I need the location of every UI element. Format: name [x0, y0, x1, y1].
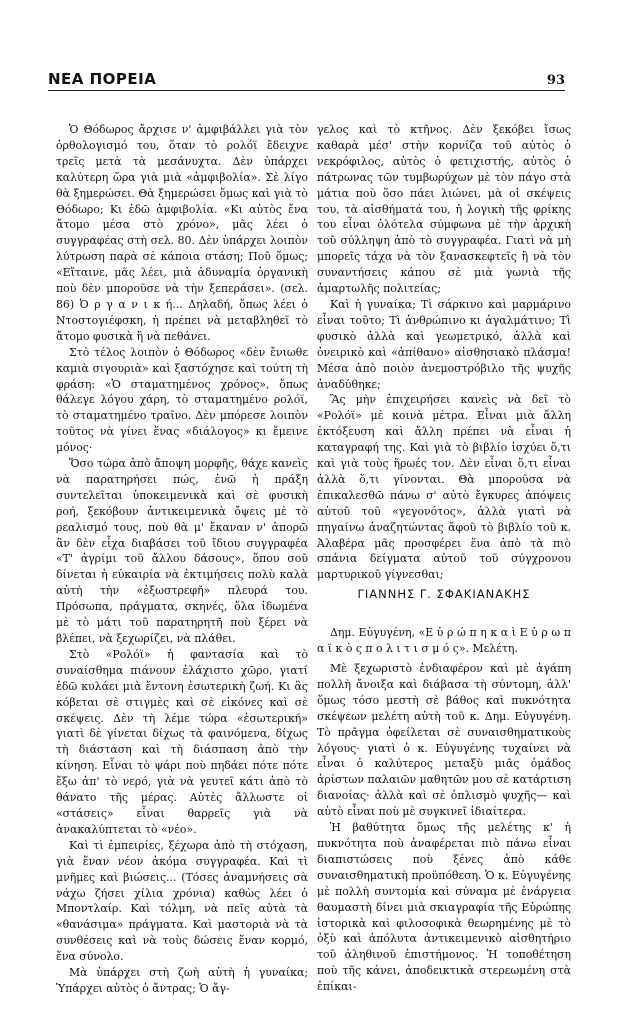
page-number: 93 — [546, 73, 565, 88]
paragraph: γελος καὶ τὸ κτῆνος. Δὲν ξεκόβει ἴσως καθαρὰ μέσ' στὴν κορνίζα τοῦ αὐτὸς ὁ νεκρόφιλος, αὐτὸς ὁ φετιχιστής, αὐτὸς ὁ πάτρωνας τῶν τυμβωρύχων μὲ τὸν πάγο στὰ μάτια ποὺ ὅσο πάει λιώνει, μὰ οἱ σκέψεις του, τὰ αἰσθήματά του, ἡ λογικὴ τῆς φρίκης του εἶναι ὁλότελα σύμφωνα μὲ τὴν ἀρχικὴ τοῦ σύλληψη ἀπὸ τὸ συγγραφέα. Γιατὶ νὰ μὴ μπορεῖς τάχα νὰ τὸν ξανασκεφτεῖς ἢ νὰ τὸν συναντήσεις κάπου σὲ μιὰ γωνιὰ τῆς ἀμαρτωλῆς πολιτείας; — [317, 123, 571, 296]
paragraph: Μὰ ὑπάρχει στὴ ζωὴ αὐτὴ ἡ γυναίκα; Ὑπάρχει αὐτὸς ὁ ἄντρας; Ὁ ἄγ- — [56, 966, 308, 995]
header-rule — [48, 90, 565, 91]
journal-title: ΝΕΑ ΠΟΡΕΙΑ — [48, 70, 157, 88]
paragraph: Ὅσο τώρα ἀπὸ ἄποψη μορφῆς, θάχε κανεὶς νὰ παρατηρήσει πώς, ἐνῶ ἡ πράξη συντελεῖται ὑποκειμενικὰ καὶ σὲ φυσικὴ ροή, ξεκόβουν ἀντικειμενικὰ ὄψεις μὲ τὸ ρεαλισμό τους, ποὺ θὰ μ' ἔκαναν ν' ἀπορῶ ἂν δὲν εἶχα διαβάσει τοῦ ἴδιου συγγραφέα «Τ' ἀγρίμι τοῦ ἄλλου δάσους», ὅπου σοῦ δίνεται ἡ εὐκαιρία νὰ ἐκτιμήσεις πολὺ καλὰ αὐτὴ τὴν «ἐξωστρεφῆ» πλευρά του. Πρόσωπα, πράγματα, σκηνές, ὅλα ἰδωμένα μὲ τὸ μάτι τοῦ παρατηρητῆ ποὺ ξέρει νὰ βλέπει, νὰ ξεχωρίζει, νὰ πλάθει. — [56, 457, 308, 645]
left-column — [56, 122, 308, 997]
paragraph: Στὸ τέλος λοιπὸν ὁ Θόδωρος «δὲν ἔνιωθε καμιὰ σιγουριὰ» καὶ ξαστόχησε καὶ τούτη τὴ φράση: «Ὁ σταματημένος χρόνος», ὅπως θάλεγε λόγου χάρη, τὸ σταματημένο ρολόϊ, τὸ σταματημένο τραῖνο. Δὲν μπόρεσε λοιπὸν τοῦτος νὰ γίνει ἕνας «διάλογος» κι ἔμεινε μόνος· — [56, 345, 308, 455]
paragraph: Στὸ «Ρολόϊ» ἡ φαντασία καὶ τὸ συναίσθημα πιάνουν ἐλάχιστο χῶρο, γιατί ἐδῶ κυλάει μιὰ ἔντονη ἐσωτερικὴ ζωή. Κι ἂς κόβεται σὲ στιγμὲς καὶ σὲ εἰκόνες καὶ σὲ σκέψεις. Δὲν τὴ λέμε τώρα «ἐσωτερική» γιατὶ δὲ γίνεται δίχως τὰ φαινόμενα, δίχως τὴ διάσταση καὶ τὴ διάσπαση ἀπὸ τὴν κίνηση. Εἶναι τὸ ψάρι ποὺ πηδάει πότε πότε ἔξω ἀπ' τὸ νερό, γιὰ νὰ γευτεῖ κάτι ἀπὸ τὸ θάνατο τῆς μέρας. Αὐτὲς ἄλλωστε οἱ «στάσεις» εἶναι θαρρεῖς γιὰ νὰ ἀνακαλύπτεται τὸ «νέο». — [56, 647, 308, 836]
author-signature: ΓΙΑΝΝΗΣ Γ. ΣΦΑΚΙΑΝΑΚΗΣ — [357, 587, 531, 602]
review-heading: Δημ. Εὐγυγένη, «Ε ὐ ρ ώ π η κ α ὶ Ε ὐ ρ ω π α ϊ κ ὸ ς π ο λ ι τ ι σ μ ό ς». Μελέτη. — [317, 626, 571, 656]
paragraph: Ἡ βαθύτητα ὅμως τῆς μελέτης κ' ἡ πυκνότητα ποὺ ἀναφέρεται πιὸ πάνω εἶναι διαπιστώσεις ποὺ ξένες ἀπὸ κάθε συναισθηματικὴ προϋπόθεση. Ὁ κ. Εὐγυγένης μὲ πολλὴ συντομία καὶ σύναμα μὲ ἐνάργεια θαυμαστὴ δίνει μιὰ σκιαγραφία τῆς Εὐρώπης ἱστορικὰ καὶ φιλοσοφικὰ θεωρημένης μὲ τὸ ὀξὺ καὶ ἀπόλυτα ἀντικειμενικὸ αἰσθητήριο τοῦ ἀληθινοῦ ἐπιστήμονος. Ἡ τοποθέτηση ποὺ τῆς κάνει, ἀποδεικτικὰ στερεωμένη στὰ ἐπίκαι- — [317, 821, 571, 994]
right-column — [317, 122, 571, 995]
paragraph: Ἂς μὴν ἐπιχειρήσει κανεὶς νὰ δεῖ τὸ «Ρολόϊ» μὲ κοινὰ μέτρα. Εἶναι μιὰ ἄλλη ἐκτόξευση καὶ ἄλλη πρέπει νὰ εἶναι ἡ καταγραφή της. Καὶ γιὰ τὸ βιβλίο ἰσχύει ὅ,τι καὶ γιὰ τοὺς ἥρωές τον. Δὲν εἶναι ὅ,τι εἶναι ἀλλὰ ὅ,τι γίνονται. Θὰ μποροῦσα νὰ ἐπικαλεσθῶ πάνω σ' αὐτὸ ἔγκυρες ἀπόψεις αὐτοῦ τοῦ «γεγονότος», ἀλλὰ γιατὶ νὰ πηγαίνω ἀναζητώντας ἄφοῦ τὸ βιβλίο τοῦ κ. Ἀλαβέρα μᾶς προσφέρει ἕνα ἀπὸ τὰ πιὸ σπάνια δείγματα αὐτοῦ τοῦ σύγχρονου μαρτυρικοῦ γίγνεσθαι; — [317, 393, 571, 582]
running-header — [48, 66, 565, 88]
paragraph: Μὲ ξεχωριστὸ ἐνδιαφέρον καὶ μὲ ἀγάπη πολλὴ ἄνοιξα καὶ διάβασα τὴ σύντομη, ἀλλ' ὅμως τόσο μεστὴ σὲ βάθος καὶ πυκνότητα σκέψεων μελέτη αὐτὴ τοῦ κ. Δημ. Εὐγυγένη. Τὸ πρᾶγμα ὀφείλεται σὲ συναισθηματικοὺς λόγους· γιατὶ ὁ κ. Εὐγυγένης τυχαίνει νὰ εἶναι ὁ καλύτερος μεταξὺ μιᾶς ὁμάδος ἀρίστων παλαιῶν μαθητῶν μου σὲ κατάρτιση διανοίας· ἀλλὰ καὶ σὲ ὁπλισμὸ ψυχῆς— καὶ αὐτὸ εἶναι ποὺ μὲ συγκινεῖ ἰδιαίτερα. — [317, 662, 571, 819]
paragraph: Καὶ ἡ γυναίκα; Τὶ σάρκινο καὶ μαρμάρινο εἶναι τοῦτο; Τὶ ἀνθρώπινο κι ἀγαλμάτινο; Τὶ φυσικὸ ἀλλὰ καὶ γεωμετρικό, ἀλλὰ καὶ ὀνειρικὸ καὶ «ἀπίθανο» αἰσθησιακὸ πλάσμα! Μέσα ἀπὸ ποιὸν ἀνεμοστρόβιλο τῆς ψυχῆς ἀναδύθηκε; — [317, 297, 571, 391]
paragraph: Καὶ τὶ ἐμπειρίες, ξέχωρα ἀπὸ τὴ στόχαση, γιὰ ἕναν νέον ἀκόμα συγγραφέα. Καὶ τὶ μνῆμες καὶ βιώσεις... (Τόσες ἀναμνήσεις σὰ νάχω ζήσει χίλια χρόνια) καθὼς λέει ὁ Μποντλαίρ. Καὶ τόλμη, νὰ πεῖς αὐτὰ τὰ «θανάσιμα» πράγματα. Καὶ μαστοριὰ νὰ τὰ συνθέσεις καὶ νὰ τοὺς δώσεις ἕναν κορμό, ἕνα σύνολο. — [56, 838, 308, 964]
paragraph: Ὁ Θόδωρος ἄρχισε ν' ἀμφιβάλλει γιὰ τὸν ὀρθολογισμό του, ὅταν τὸ ρολόϊ ἔδειχνε τρεῖς μετὰ τὰ μεσάνυχτα. Δὲν ὑπάρχει καλύτερη ὥρα γιὰ μιὰ «ἀμφιβολία». Σὲ λίγο θὰ ξημερώσει. Θὰ ξημερώσει ὅμως καὶ γιὰ τὸ Θόδωρο; Κι ἐδῶ ἀμφιβολία. «Κι αὐτὸς ἕνα ἄτομο μέσα στὸ χρόνο», μᾶς λέει ὁ συγγραφέας στὴ σελ. 80. Δὲν ὑπάρχει λοιπὸν λύτρωση παρὰ σὲ κάποια στάση; Ποῦ ὅμως; «Εἴταινε, μᾶς λέει, μιὰ ἀδυναμία ὀργανικὴ ποὺ δὲν μποροῦσε νὰ τὴν ξεπεράσει». (σελ. 86) Ὀ ρ γ α ν ι κ ή... Δηλαδή, ὅπως λέει ὁ Ντοστογιέφσκη, ἡ πρέπει νὰ μεταβληθεῖ τὸ ἄτομο φυσικὰ ἢ νὰ πεθάνει. — [56, 123, 308, 343]
